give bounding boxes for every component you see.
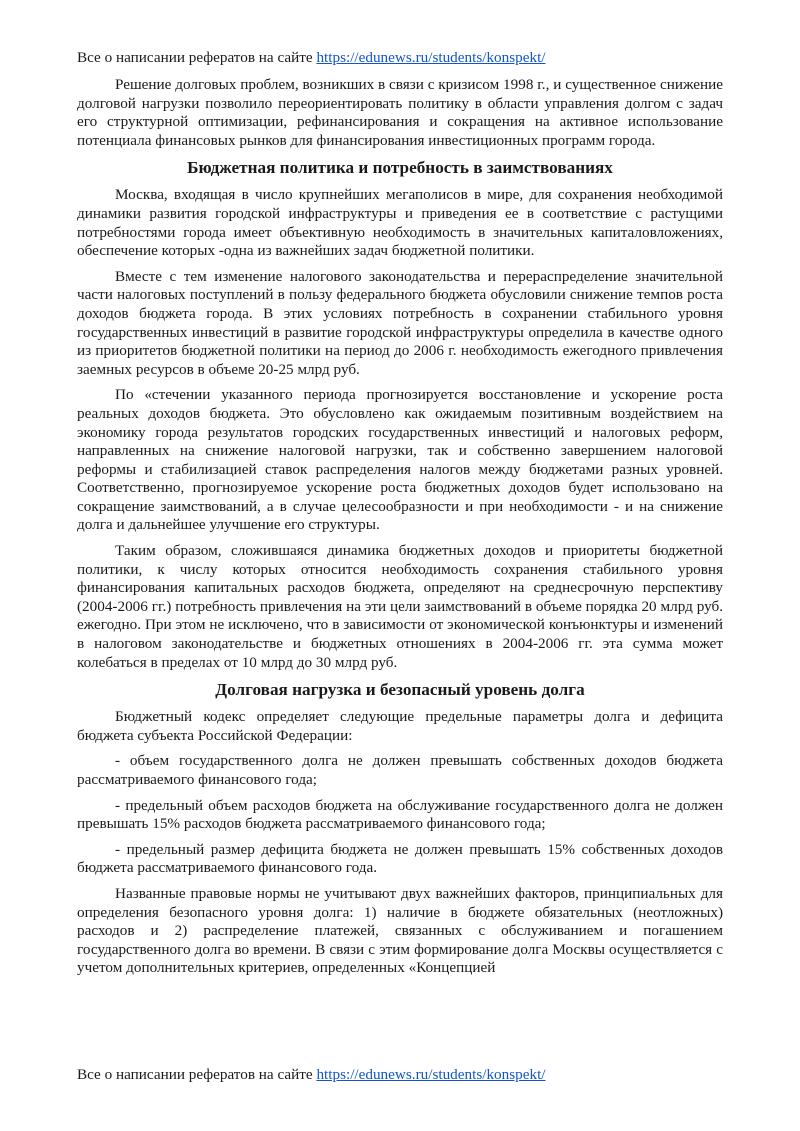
paragraph-6: Бюджетный кодекс определяет следующие предельные параметры долга и дефицита бюджета субъекта Российской Федерации: [77, 708, 723, 744]
paragraph-4: По «стечении указанного периода прогнозируется восстановление и ускорение роста реальных доходов бюджета. Это обусловлено как ожидаемым позитивным воздействием на экономику города результатов городских государственных инвестиций и налоговых реформ, направленных на снижение налоговой нагрузки, так и собственно завершением налоговой реформы и стабилизацией ставок распределения налогов между бюджетами разных уровней. Соответственно, прогнозируемое ускорение роста бюджетных доходов будет использовано на сокращение заимствований, а в случае целесообразности и при необходимости - и на снижение долга и дальнейшее улучшение его структуры. [77, 386, 723, 534]
section-heading-budget-policy: Бюджетная политика и потребность в заимствованиях [187, 158, 613, 178]
paragraph-10: Названные правовые нормы не учитывают двух важнейших факторов, принципиальных для определения безопасного уровня долга: 1) наличие в бюджете обязательных (неотложных) расходов и 2) распределение платежей, связанных с обслуживанием и погашением государственного долга во времени. В связи с этим формирование долга Москвы осуществляется с учетом дополнительных критериев, определенных «Концепцией [77, 884, 723, 977]
list-item-debt-service: - предельный объем расходов бюджета на обслуживание государственного долга не должен превышать 15% расходов бюджета рассматриваемого финансового года; [77, 796, 723, 833]
footer-text: Все о написании рефератов на сайте [77, 1066, 313, 1083]
list-item-deficit: - предельный размер дефицита бюджета не должен превышать 15% собственных доходов бюджета рассматриваемого финансового года. [77, 840, 723, 877]
page-header [77, 48, 546, 67]
page-footer [77, 1065, 546, 1084]
header-link[interactable]: https://edunews.ru/students/konspekt/ [316, 49, 546, 66]
footer-link[interactable]: https://edunews.ru/students/konspekt/ [316, 1066, 546, 1083]
paragraph-2: Москва, входящая в число крупнейших мегаполисов в мире, для сохранения необходимой динамики развития городской инфраструктуры и приведения ее в соответствие с растущими потребностями города имеет объективную необходимость в значительных капиталовложениях, обеспечение которых -одна из важнейших задач бюджетной политики. [77, 186, 723, 260]
header-text: Все о написании рефератов на сайте [77, 49, 313, 66]
section-heading-debt-burden: Долговая нагрузка и безопасный уровень долга [215, 680, 585, 700]
document-body [77, 76, 723, 985]
paragraph-3: Вместе с тем изменение налогового законодательства и перераспределение значительной части налоговых поступлений в пользу федерального бюджета обусловили снижение темпов роста доходов бюджета города. В этих условиях потребность в сохранении стабильного уровня государственных инвестиций в развитие городской инфраструктуры определила в качестве одного из приоритетов бюджетной политики на период до 2006 г. необходимость ежегодного привлечения заемных ресурсов в объеме 20-25 млрд руб. [77, 267, 723, 378]
paragraph-5: Таким образом, сложившаяся динамика бюджетных доходов и приоритеты бюджетной политики, к числу которых относится необходимость сохранения стабильного уровня финансирования капитальных расходов бюджета, определяют на среднесрочную перспективу (2004-2006 гг.) потребность привлечения на эти цели заимствований в объеме порядка 20 млрд руб. ежегодно. При этом не исключено, что в зависимости от экономической конъюнктуры и изменений в налоговом законодательстве и бюджетных отношениях в 2004-2006 гг. эта сумма может колебаться в пределах от 10 млрд до 30 млрд руб. [77, 542, 723, 671]
list-item-debt-volume: - объем государственного долга не должен превышать собственных доходов бюджета рассматриваемого финансового года; [77, 752, 723, 788]
paragraph-1: Решение долговых проблем, возникших в связи с кризисом 1998 г., и существенное снижение долговой нагрузки позволило переориентировать политику в области управления долгом с задач его структурной оптимизации, рефинансирования и сокращения на активное использование потенциала финансовых рынков для финансирования инвестиционных программ города. [77, 76, 723, 149]
